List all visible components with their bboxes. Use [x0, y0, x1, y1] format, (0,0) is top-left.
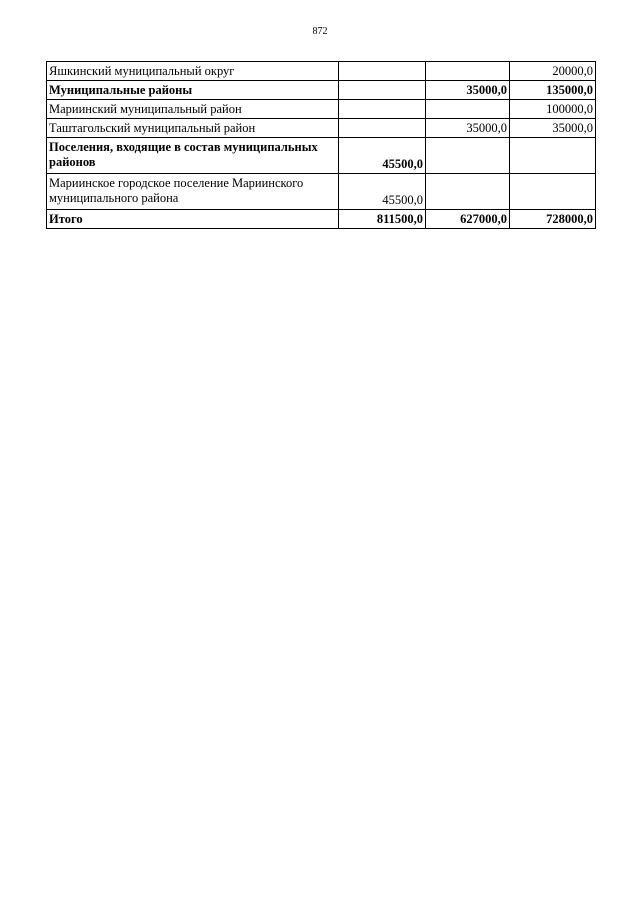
row-name-cell: Муниципальные районы [47, 81, 339, 100]
table-row [47, 62, 596, 81]
value-cell-3: 135000,0 [510, 81, 596, 100]
value-cell-2: 35000,0 [426, 81, 510, 100]
table-row [47, 119, 596, 138]
value-cell-2: 627000,0 [426, 210, 510, 229]
value-cell-2 [426, 138, 510, 174]
row-name-cell: Мариинский муниципальный район [47, 100, 339, 119]
row-name-cell: Мариинское городское поселение Мариинского муниципального района [47, 174, 339, 210]
row-name-cell: Яшкинский муниципальный округ [47, 62, 339, 81]
value-cell-1 [339, 100, 426, 119]
page-number: 872 [312, 26, 328, 37]
table-row [47, 174, 596, 210]
table-row-total [47, 210, 596, 229]
value-cell-2: 35000,0 [426, 119, 510, 138]
table-row [47, 138, 596, 174]
value-cell-1: 45500,0 [339, 174, 426, 210]
value-cell-3: 35000,0 [510, 119, 596, 138]
value-cell-1: 811500,0 [339, 210, 426, 229]
value-cell-1 [339, 62, 426, 81]
row-name-cell: Поселения, входящие в состав муниципальных районов [47, 138, 339, 174]
value-cell-2 [426, 62, 510, 81]
row-name-cell: Таштагольский муниципальный район [47, 119, 339, 138]
value-cell-3: 100000,0 [510, 100, 596, 119]
value-cell-3 [510, 138, 596, 174]
value-cell-3 [510, 174, 596, 210]
value-cell-1 [339, 119, 426, 138]
row-name-cell: Итого [47, 210, 339, 229]
value-cell-1 [339, 81, 426, 100]
value-cell-2 [426, 174, 510, 210]
table-row [47, 100, 596, 119]
table-row [47, 81, 596, 100]
value-cell-1: 45500,0 [339, 138, 426, 174]
value-cell-3: 20000,0 [510, 62, 596, 81]
budget-table [46, 61, 596, 229]
value-cell-3: 728000,0 [510, 210, 596, 229]
value-cell-2 [426, 100, 510, 119]
